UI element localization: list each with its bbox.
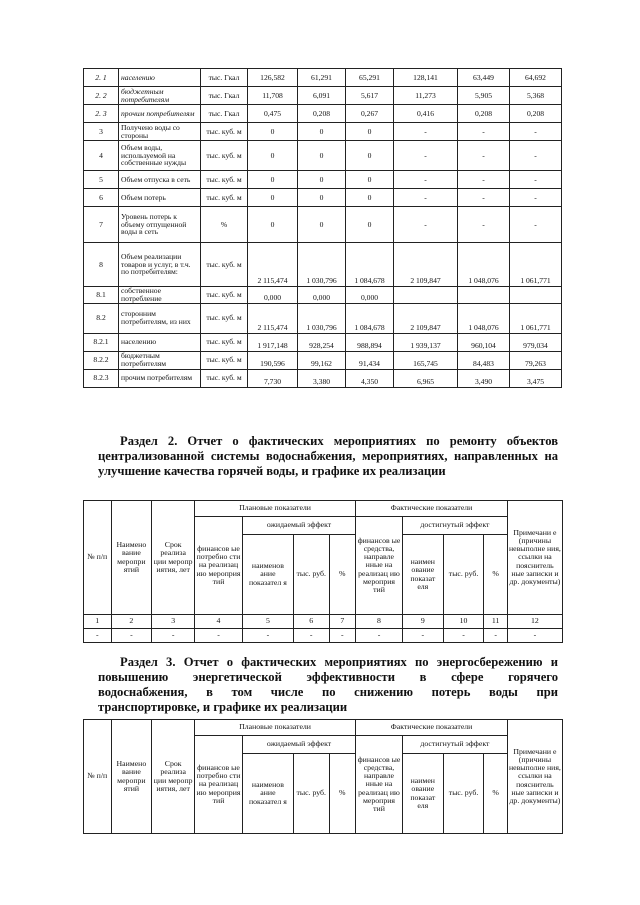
- value-cell: 0: [248, 189, 298, 207]
- value-cell: 65,291: [346, 69, 394, 87]
- value-cell: 1 048,076: [458, 303, 510, 333]
- table-row: [84, 189, 562, 207]
- value-cell: 2 115,474: [248, 243, 298, 287]
- value-cell: 63,449: [458, 69, 510, 87]
- unit: тыс. куб. м: [201, 243, 248, 287]
- table-row: [84, 243, 562, 287]
- note-header: Примечани е (причины невыполне ния, ссылки на пояснитель ные записки и др. документы): [507, 501, 562, 615]
- value-cell: 3,475: [510, 369, 562, 387]
- value-cell: 0: [248, 123, 298, 141]
- value-cell: 2 115,474: [248, 303, 298, 333]
- value-cell: -: [458, 207, 510, 243]
- row-number: 2. 1: [84, 69, 119, 87]
- achieved-effect-header: достигнутый эффект: [402, 517, 507, 535]
- value-cell: 0,000: [298, 287, 346, 304]
- indicator-name: Уровень потерь к объему отпущенной воды в сеть: [119, 207, 201, 243]
- row-number: 8.2.2: [84, 351, 119, 369]
- value-cell: [458, 287, 510, 304]
- row-number: 8.2: [84, 303, 119, 333]
- value-cell: 5,368: [510, 87, 562, 105]
- achieved-effect-header: достигнутый эффект: [402, 736, 507, 754]
- column-number: 2: [111, 615, 152, 629]
- column-numbers-row: [84, 615, 563, 629]
- value-cell: 79,263: [510, 351, 562, 369]
- table-row: [84, 69, 562, 87]
- section-2-heading: [98, 434, 558, 479]
- value-cell: 3,380: [298, 369, 346, 387]
- value-cell: 0: [346, 171, 394, 189]
- value-cell: 84,483: [458, 351, 510, 369]
- value-cell: 0,208: [510, 105, 562, 123]
- indicator-name: Объем реализации товаров и услуг, в т.ч. по потребителям:: [119, 243, 201, 287]
- unit: тыс. куб. м: [201, 141, 248, 171]
- value-cell: 0: [298, 207, 346, 243]
- plan-indicators-header: Плановые показатели: [195, 501, 356, 517]
- value-cell: -: [510, 123, 562, 141]
- row-number: 8.2.3: [84, 369, 119, 387]
- row-number: 8.2.1: [84, 333, 119, 351]
- value-cell: -: [458, 141, 510, 171]
- value-cell: 1 917,148: [248, 333, 298, 351]
- row-number: 2. 2: [84, 87, 119, 105]
- column-number: 6: [293, 615, 329, 629]
- plan-indicator-name-header: наименов ание показател я: [242, 754, 293, 834]
- empty-cell: -: [443, 629, 484, 643]
- row-number: 6: [84, 189, 119, 207]
- indicator-name: населению: [119, 333, 201, 351]
- value-cell: 0: [248, 171, 298, 189]
- value-cell: 2 109,847: [394, 243, 458, 287]
- value-cell: 99,162: [298, 351, 346, 369]
- value-cell: 988,894: [346, 333, 394, 351]
- empty-cell: -: [484, 629, 507, 643]
- section-3-table: [83, 719, 563, 834]
- indicator-name: населению: [119, 69, 201, 87]
- section-2-table: [83, 500, 563, 643]
- value-cell: -: [458, 189, 510, 207]
- row-number: 2. 3: [84, 105, 119, 123]
- value-cell: 0: [298, 171, 346, 189]
- indicator-name: сторонним потребителям, из них: [119, 303, 201, 333]
- value-cell: 6,091: [298, 87, 346, 105]
- empty-cell: -: [84, 629, 112, 643]
- column-number: 7: [329, 615, 356, 629]
- value-cell: 0: [298, 123, 346, 141]
- fin-fact-header: финансов ые средства, направле нные на реализац ию мероприя тий: [356, 517, 403, 615]
- plan-rub-header: тыс. руб.: [293, 754, 329, 834]
- fin-plan-header: финансов ые потребно сти на реализац ию мероприя тий: [195, 517, 243, 615]
- column-number: 4: [195, 615, 243, 629]
- value-cell: 5,905: [458, 87, 510, 105]
- row-number: 4: [84, 141, 119, 171]
- value-cell: -: [510, 141, 562, 171]
- value-cell: 0: [298, 141, 346, 171]
- unit: тыс. куб. м: [201, 333, 248, 351]
- unit: тыс. куб. м: [201, 189, 248, 207]
- plan-indicators-header: Плановые показатели: [195, 720, 356, 736]
- value-cell: 91,434: [346, 351, 394, 369]
- column-number: 11: [484, 615, 507, 629]
- value-cell: 0: [248, 141, 298, 171]
- plan-pct-header: %: [329, 754, 356, 834]
- value-cell: 2 109,847: [394, 303, 458, 333]
- value-cell: 1 084,678: [346, 243, 394, 287]
- value-cell: -: [394, 141, 458, 171]
- value-cell: -: [394, 189, 458, 207]
- value-cell: [510, 287, 562, 304]
- indicator-name: Получено воды со стороны: [119, 123, 201, 141]
- fact-rub-header: тыс. руб.: [443, 535, 484, 615]
- value-cell: 0: [248, 207, 298, 243]
- table-row: [84, 351, 562, 369]
- table-row: [84, 171, 562, 189]
- unit: тыс. куб. м: [201, 369, 248, 387]
- fin-fact-header: финансов ые средства, направле нные на реализац ию мероприя тий: [356, 736, 403, 834]
- column-number: 10: [443, 615, 484, 629]
- indicator-name: бюджетным потребителям: [119, 87, 201, 105]
- plan-rub-header: тыс. руб.: [293, 535, 329, 615]
- value-cell: 979,034: [510, 333, 562, 351]
- section-3-heading-line: Раздел 3. Отчет о фактических мероприятиях по энергосбережению и: [120, 655, 558, 669]
- value-cell: -: [458, 171, 510, 189]
- table-row: [84, 87, 562, 105]
- value-cell: -: [510, 207, 562, 243]
- value-cell: 1 061,771: [510, 243, 562, 287]
- value-cell: 128,141: [394, 69, 458, 87]
- value-cell: -: [394, 207, 458, 243]
- section-3-heading-line: повышению энергетической эффективности в сфере горячего: [98, 670, 558, 684]
- col-term-header: Срок реализа ции меропр иятия, лет: [152, 501, 195, 615]
- value-cell: 1 084,678: [346, 303, 394, 333]
- indicator-name: собственное потребление: [119, 287, 201, 304]
- value-cell: 190,596: [248, 351, 298, 369]
- row-number: 5: [84, 171, 119, 189]
- empty-cell: -: [242, 629, 293, 643]
- indicator-name: прочим потребителям: [119, 105, 201, 123]
- value-cell: 0,416: [394, 105, 458, 123]
- value-cell: 1 048,076: [458, 243, 510, 287]
- unit: тыс. Гкал: [201, 105, 248, 123]
- consumption-table: [83, 68, 562, 388]
- table-row: [84, 629, 563, 643]
- unit: тыс. Гкал: [201, 87, 248, 105]
- indicator-name: Объем потерь: [119, 189, 201, 207]
- value-cell: 6,965: [394, 369, 458, 387]
- value-cell: -: [510, 189, 562, 207]
- column-number: 12: [507, 615, 562, 629]
- fin-plan-header: финансов ые потребно сти на реализац ию мероприя тий: [195, 736, 243, 834]
- value-cell: 0: [346, 141, 394, 171]
- value-cell: 61,291: [298, 69, 346, 87]
- value-cell: 7,730: [248, 369, 298, 387]
- value-cell: 928,254: [298, 333, 346, 351]
- note-header: Примечани е (причины невыполне ния, ссылки на пояснитель ные записки и др. документы): [507, 720, 562, 834]
- value-cell: 0,267: [346, 105, 394, 123]
- section-3-heading-line: водоснабжения, в том числе по снижению потерь воды при: [98, 685, 558, 699]
- value-cell: 0: [346, 207, 394, 243]
- table-row: [84, 333, 562, 351]
- col-name-header: Наимено вание меропри ятий: [111, 720, 152, 834]
- unit: тыс. куб. м: [201, 171, 248, 189]
- value-cell: 0,000: [248, 287, 298, 304]
- value-cell: -: [394, 123, 458, 141]
- value-cell: 0: [346, 189, 394, 207]
- column-number: 5: [242, 615, 293, 629]
- unit: тыс. куб. м: [201, 351, 248, 369]
- empty-cell: -: [507, 629, 562, 643]
- column-number: 9: [402, 615, 443, 629]
- expected-effect-header: ожидаемый эффект: [242, 736, 355, 754]
- column-number: 1: [84, 615, 112, 629]
- column-number: 8: [356, 615, 403, 629]
- fact-pct-header: %: [484, 754, 507, 834]
- table-row: [84, 141, 562, 171]
- fact-indicators-header: Фактические показатели: [356, 720, 508, 736]
- empty-cell: -: [152, 629, 195, 643]
- value-cell: 11,708: [248, 87, 298, 105]
- value-cell: 960,104: [458, 333, 510, 351]
- value-cell: 0,475: [248, 105, 298, 123]
- value-cell: 0,000: [346, 287, 394, 304]
- value-cell: -: [510, 171, 562, 189]
- table-row: [84, 123, 562, 141]
- col-num-header: № п/п: [84, 501, 112, 615]
- indicator-name: прочим потребителям: [119, 369, 201, 387]
- empty-cell: -: [356, 629, 403, 643]
- section-3-heading-line: транспортировке, и графике их реализации: [98, 700, 348, 714]
- row-number: 7: [84, 207, 119, 243]
- value-cell: -: [394, 171, 458, 189]
- indicator-name: Объем воды, используемой на собственные нужды: [119, 141, 201, 171]
- indicator-name: бюджетным потребителям: [119, 351, 201, 369]
- empty-cell: -: [195, 629, 243, 643]
- unit: тыс. куб. м: [201, 303, 248, 333]
- expected-effect-header: ожидаемый эффект: [242, 517, 355, 535]
- col-term-header: Срок реализа ции меропр иятия, лет: [152, 720, 195, 834]
- value-cell: 4,350: [346, 369, 394, 387]
- fact-pct-header: %: [484, 535, 507, 615]
- value-cell: 1 061,771: [510, 303, 562, 333]
- table-row: [84, 287, 562, 304]
- unit: тыс. Гкал: [201, 69, 248, 87]
- unit: тыс. куб. м: [201, 123, 248, 141]
- value-cell: 1 030,796: [298, 243, 346, 287]
- table-row: [84, 105, 562, 123]
- value-cell: 126,582: [248, 69, 298, 87]
- value-cell: 11,273: [394, 87, 458, 105]
- empty-cell: -: [111, 629, 152, 643]
- section-2-heading-text: Раздел 2. Отчет о фактических мероприятиях по ремонту объектов централизованной системы водоснабжения, мероприятиях, направленных на улучшение качества горячей воды, и графике их реализации: [98, 434, 558, 478]
- row-number: 3: [84, 123, 119, 141]
- fact-indicator-name-header: наимен ование показат еля: [402, 754, 443, 834]
- value-cell: 165,745: [394, 351, 458, 369]
- col-name-header: Наимено вание меропри ятий: [111, 501, 152, 615]
- value-cell: 0: [346, 123, 394, 141]
- row-number: 8: [84, 243, 119, 287]
- value-cell: 5,617: [346, 87, 394, 105]
- column-number: 3: [152, 615, 195, 629]
- value-cell: -: [458, 123, 510, 141]
- table-row: [84, 303, 562, 333]
- value-cell: 1 939,137: [394, 333, 458, 351]
- value-cell: 0,208: [298, 105, 346, 123]
- indicator-name: Объем отпуска в сеть: [119, 171, 201, 189]
- row-number: 8.1: [84, 287, 119, 304]
- plan-indicator-name-header: наименов ание показател я: [242, 535, 293, 615]
- plan-pct-header: %: [329, 535, 356, 615]
- value-cell: [394, 287, 458, 304]
- value-cell: 0,208: [458, 105, 510, 123]
- fact-indicator-name-header: наимен ование показат еля: [402, 535, 443, 615]
- unit: тыс. куб. м: [201, 287, 248, 304]
- value-cell: 0: [298, 189, 346, 207]
- unit: %: [201, 207, 248, 243]
- table-row: [84, 207, 562, 243]
- value-cell: 3,490: [458, 369, 510, 387]
- value-cell: 1 030,796: [298, 303, 346, 333]
- table-row: [84, 369, 562, 387]
- fact-rub-header: тыс. руб.: [443, 754, 484, 834]
- col-num-header: № п/п: [84, 720, 112, 834]
- empty-cell: -: [329, 629, 356, 643]
- fact-indicators-header: Фактические показатели: [356, 501, 508, 517]
- empty-cell: -: [293, 629, 329, 643]
- empty-cell: -: [402, 629, 443, 643]
- value-cell: 64,692: [510, 69, 562, 87]
- section-3-heading: [98, 655, 558, 715]
